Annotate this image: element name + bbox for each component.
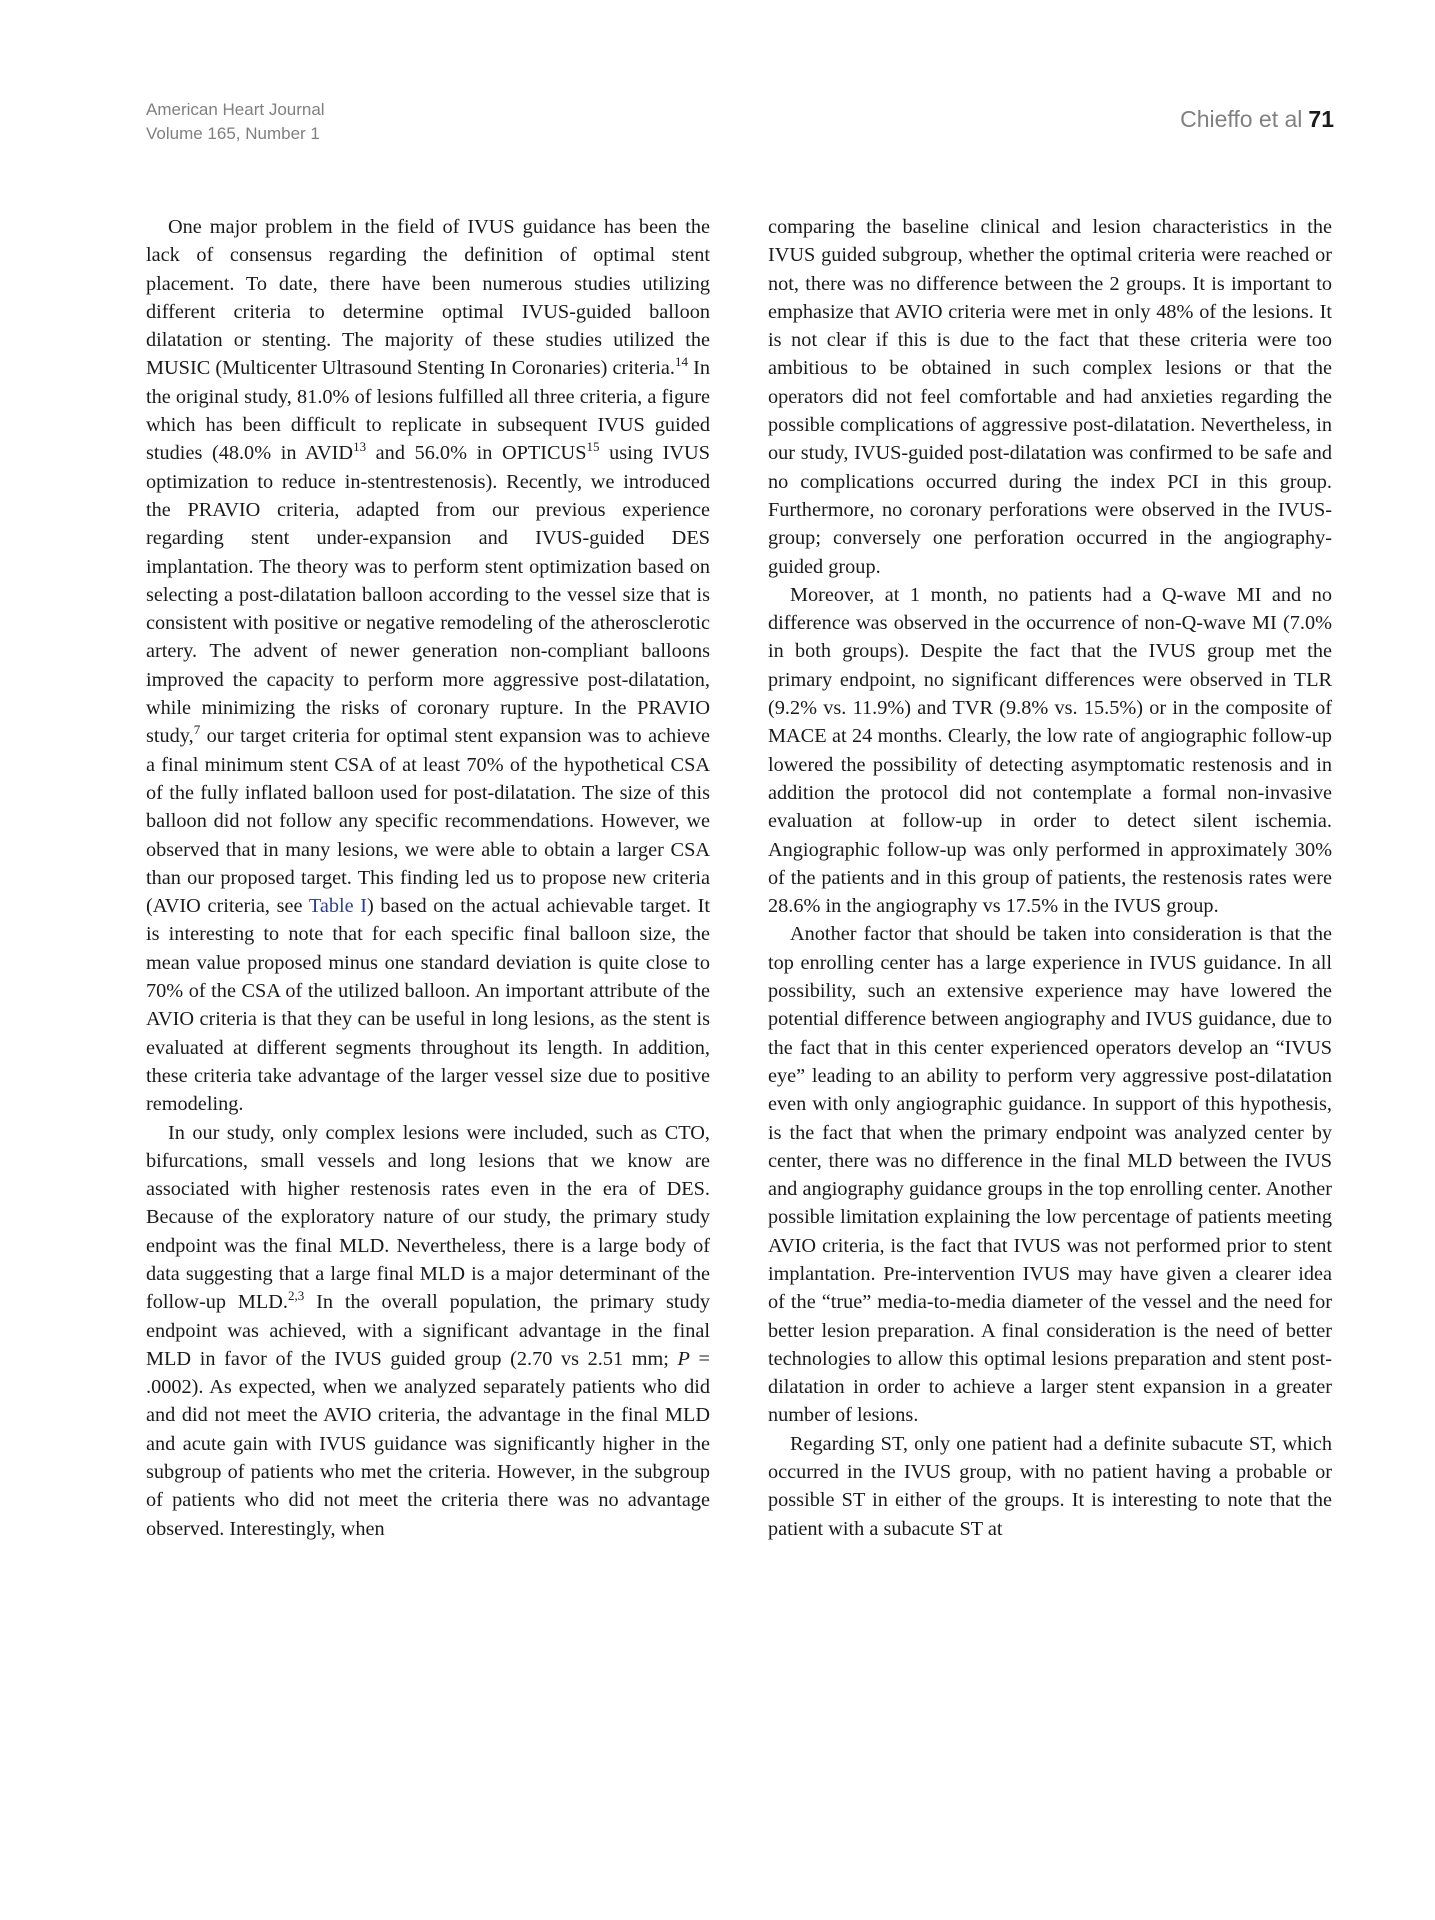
text-run: In our study, only complex lesions were included, such as CTO, bifurcations, small vessels and long lesions that we know are associated with higher restenosis rates even in the era of DES. Because of the exploratory nature of our study, the primary study endpoint was the final MLD. Nevertheless, there is a large body of data suggesting that a large final MLD is a major determinant of the follow-up MLD. xyxy=(146,1121,710,1314)
text-run: our target criteria for optimal stent expansion was to achieve a final minimum stent CSA of at least 70% of the hypothetical CSA of the fully inflated balloon used for post-dilatation. The size of this balloon did not follow any specific recommendations. However, we observed that in many lesions, we were able to obtain a larger CSA than our proposed target. This finding led us to propose new criteria (AVIO criteria, see xyxy=(146,725,710,918)
citation-ref[interactable]: 14 xyxy=(675,354,689,370)
paragraph-top-enrolling-center: Another factor that should be taken into consideration is that the top enrolling center has a large experience in IVUS guidance. In all possibility, such an extensive experience may have lowered the potential difference between angiography and IVUS guidance, due to the fact that in this center experienced operators develop an “IVUS eye” leading to an ability to perform very aggressive post-dilatation even with only angiographic guidance. In support of this hypothesis, is the fact that when the primary endpoint was analyzed center by center, there was no difference in the final MLD between the IVUS and angiography guidance groups in the top enrolling center. Another possible limitation explaining the low percentage of patients meeting AVIO criteria, is the fact that IVUS was not performed prior to stent implantation. Pre-intervention IVUS may have given a clearer idea of the “true” media-to-media diameter of the vessel and the need for better lesion preparation. A final consideration is the need of better technologies to allow this optimal lesions preparation and stent post-dilatation in order to achieve a larger stent expansion in a greater number of lesions. xyxy=(768,923,1332,1427)
text-run: In the overall population, the primary study endpoint was achieved, with a significant advantage in the final MLD in favor of the IVUS guided group (2.70 vs 2.51 mm; xyxy=(146,1291,710,1370)
p-value-symbol: P xyxy=(677,1347,690,1370)
running-head-right xyxy=(1180,106,1334,133)
text-run: = .0002). As expected, when we analyzed separately patients who did and did not meet the AVIO criteria, the advantage in the final MLD and acute gain with IVUS guidance was significantly higher in the subgroup of patients who met the criteria. However, in the subgroup of patients who did not meet the criteria there was no advantage observed. Interestingly, when xyxy=(146,1347,710,1540)
author-line: Chieffo et al xyxy=(1180,106,1303,132)
right-column xyxy=(768,213,1332,1543)
paragraph-stent-thrombosis: Regarding ST, only one patient had a definite subacute ST, which occurred in the IVUS group, with no patient having a probable or possible ST in either of the groups. It is interesting to note that the patient with a subacute ST at xyxy=(768,1432,1332,1540)
journal-name: American Heart Journal xyxy=(146,100,325,119)
citation-ref[interactable]: 13 xyxy=(353,439,367,455)
citation-ref[interactable]: 2,3 xyxy=(287,1288,305,1304)
page-number: 71 xyxy=(1308,106,1334,132)
citation-ref[interactable]: 7 xyxy=(193,722,201,738)
paragraph-complex-lesions xyxy=(146,1119,710,1543)
running-head-left xyxy=(146,98,325,146)
left-column xyxy=(146,213,710,1543)
paragraph-continued: comparing the baseline clinical and lesion characteristics in the IVUS guided subgroup, whether the optimal criteria were reached or not, there was no difference between the 2 groups. It is important to emphasize that AVIO criteria were met in only 48% of the lesions. It is not clear if this is due to the fact that these criteria were too ambitious to be obtained in such complex lesions or that the operators did not feel comfortable and had anxieties regarding the possible complications of aggressive post-dilatation. Nevertheless, in our study, IVUS-guided post-dilatation was confirmed to be safe and no complications occurred during the index PCI in this group. Furthermore, no coronary perforations were observed in the IVUS-group; conversely one perforation occurred in the angiography-guided group. xyxy=(768,216,1332,578)
citation-ref[interactable]: 15 xyxy=(586,439,600,455)
text-run: One major problem in the field of IVUS guidance has been the lack of consensus regarding the definition of optimal stent placement. To date, there have been numerous studies utilizing different criteria to determine optimal IVUS-guided balloon dilatation or stenting. The majority of these studies utilized the MUSIC (Multicenter Ultrasound Stenting In Coronaries) criteria. xyxy=(146,216,710,380)
paragraph-follow-up: Moreover, at 1 month, no patients had a Q-wave MI and no difference was observed in the occurrence of non-Q-wave MI (7.0% in both groups). Despite the fact that the IVUS group met the primary endpoint, no significant differences were observed in TLR (9.2% vs. 11.9%) and TVR (9.8% vs. 15.5%) or in the composite of MACE at 24 months. Clearly, the low rate of angiographic follow-up lowered the possibility of detecting asymptomatic restenosis and in addition the protocol did not contemplate a formal non-invasive evaluation at follow-up in order to detect silent ischemia. Angiographic follow-up was only performed in approximately 30% of the patients and in this group of patients, the restenosis rates were 28.6% in the angiography vs 17.5% in the IVUS group. xyxy=(768,583,1332,918)
text-run: and 56.0% in OPTICUS xyxy=(366,442,587,465)
text-run: ) based on the actual achievable target. It is interesting to note that for each specific final balloon size, the mean value proposed minus one standard deviation is quite close to 70% of the CSA of the utilized balloon. An important attribute of the AVIO criteria is that they can be useful in long lesions, as the stent is evaluated at different segments throughout its length. In addition, these criteria take advantage of the larger vessel size due to positive remodeling. xyxy=(146,895,711,1116)
text-run: using IVUS optimization to reduce in-stentrestenosis). Recently, we introduced the PRAVIO criteria, adapted from our previous experience regarding stent under-expansion and IVUS-guided DES implantation. The theory was to perform stent optimization based on selecting a post-dilatation balloon according to the vessel size that is consistent with positive or negative remodeling of the atherosclerotic artery. The advent of newer generation non-compliant balloons improved the capacity to perform more aggressive post-dilatation, while minimizing the risks of coronary rupture. In the PRAVIO study, xyxy=(146,442,710,748)
paragraph-stent-criteria xyxy=(146,213,710,1119)
text-run: In the original study, 81.0% of lesions fulfilled all three criteria, a figure which has been difficult to replicate in subsequent IVUS guided studies (48.0% in AVID xyxy=(146,357,711,465)
journal-volume: Volume 165, Number 1 xyxy=(146,124,320,143)
table-link[interactable]: Table I xyxy=(308,895,368,918)
